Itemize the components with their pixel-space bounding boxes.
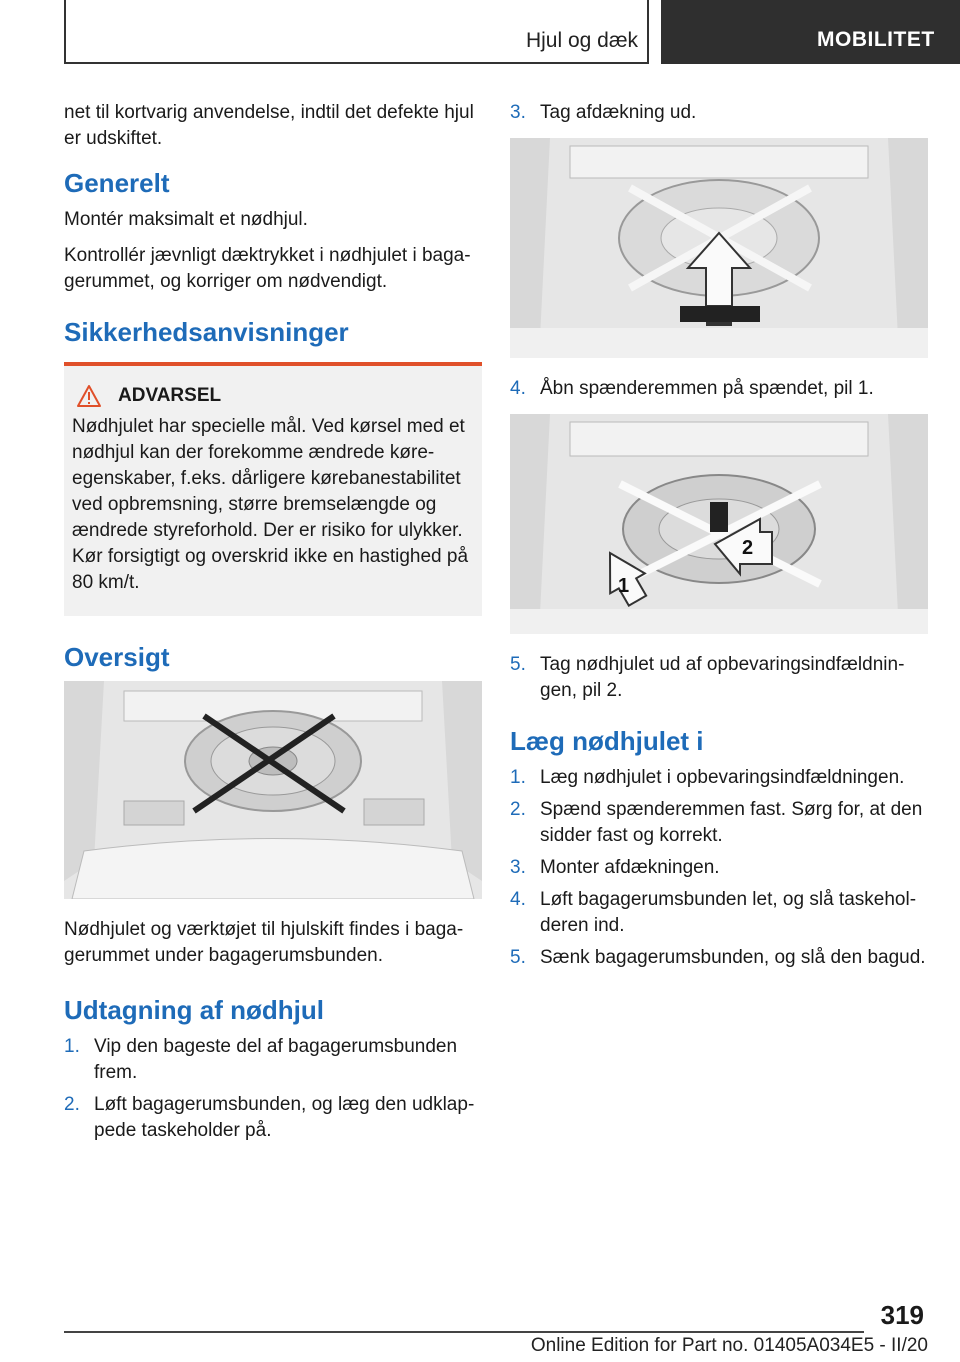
heading-overview: Oversigt [64, 642, 170, 672]
step-text: Åbn spænderemmen på spændet, pil 1. [540, 378, 874, 399]
heading-insert: Læg nødhjulet i [510, 726, 704, 756]
step-number: 5. [510, 654, 526, 675]
page-number: 319 [880, 1300, 924, 1330]
step-number: 2. [64, 1094, 80, 1115]
step-text: Sænk bagagerumsbunden, og slå den bagud. [540, 947, 926, 968]
step-text: Løft bagagerumsbunden, og læg den udklappede taskeholder på. [94, 1094, 475, 1141]
generelt-paragraph-2: Kontrollér jævnligt dæktrykket i nødhjulet i bagagerummet, og korriger om nødvendigt. [64, 245, 471, 292]
overview-caption: Nødhjulet og værktøjet til hjulskift findes i bagagerummet under bagagerumsbunden. [64, 919, 464, 966]
steps-group-c [510, 652, 928, 704]
warning-text: Nødhjulet har specielle mål. Ved kørsel med et nødhjul kan der forekomme ændrede køreegenskaber, f.eks. dårligere kørebanestabilitet ved opbremsning, større bremselængde og ændrede styreforhold. Der er risiko for ulykker. Kør forsigtigt og overskrid ikke en hastighed på 80 km/t. [72, 416, 469, 593]
list-item [510, 652, 928, 704]
strap-release-illustration [510, 414, 928, 634]
heading-generelt: Generelt [64, 168, 170, 198]
step-number: 3. [510, 102, 526, 123]
heading-safety: Sikkerhedsanvisninger [64, 317, 349, 347]
list-item [510, 797, 928, 849]
step-number: 4. [510, 378, 526, 399]
warning-title: ADVARSEL [118, 385, 222, 406]
list-item [510, 855, 928, 881]
figure-label-1: 1 [618, 575, 630, 597]
warning-triangle-icon [76, 384, 102, 408]
list-item [510, 945, 928, 971]
removal-steps [64, 1034, 482, 1144]
right-column [510, 100, 928, 977]
list-item [510, 100, 928, 126]
left-column [64, 100, 482, 1150]
insert-steps [510, 765, 928, 971]
list-item [510, 765, 928, 791]
step-text: Løft bagagerumsbunden let, og slå taskeholderen ind. [540, 889, 917, 936]
step-number: 1. [64, 1036, 80, 1057]
step-number: 5. [510, 947, 526, 968]
step-text: Tag afdækning ud. [540, 102, 697, 123]
overview-trunk-illustration [64, 681, 482, 899]
list-item [510, 887, 928, 939]
list-item [64, 1092, 482, 1144]
list-item [64, 1034, 482, 1086]
step-number: 1. [510, 767, 526, 788]
step-number: 4. [510, 889, 526, 910]
warning-title-row [72, 384, 474, 408]
cover-removal-illustration [510, 138, 928, 358]
step-number: 2. [510, 799, 526, 820]
figure-label-2: 2 [742, 537, 754, 559]
steps-group-a [510, 100, 928, 126]
edition-text: Online Edition for Part no. 01405A034E5 - II/20 [530, 1335, 928, 1356]
step-text: Monter afdækningen. [540, 857, 720, 878]
section-title: Hjul og dæk [525, 29, 638, 52]
step-text: Vip den bageste del af bagagerumsbunden frem. [94, 1036, 458, 1083]
intro-paragraph: net til kortvarig anvendelse, indtil det defekte hjul er udskiftet. [64, 102, 474, 149]
warning-box [64, 366, 482, 616]
step-number: 3. [510, 857, 526, 878]
generelt-paragraph-1: Montér maksimalt et nødhjul. [64, 209, 308, 230]
list-item [510, 376, 928, 402]
step-text: Læg nødhjulet i opbevaringsindfældningen. [540, 767, 905, 788]
steps-group-b [510, 376, 928, 402]
step-text: Tag nødhjulet ud af opbevaringsindfældningen, pil 2. [540, 654, 905, 701]
heading-removal: Udtagning af nødhjul [64, 995, 324, 1025]
footer-rule [64, 1331, 864, 1333]
chapter-tab [661, 0, 960, 64]
chapter-title: MOBILITET [817, 28, 935, 51]
step-text: Spænd spænderemmen fast. Sørg for, at den sidder fast og korrekt. [540, 799, 923, 846]
